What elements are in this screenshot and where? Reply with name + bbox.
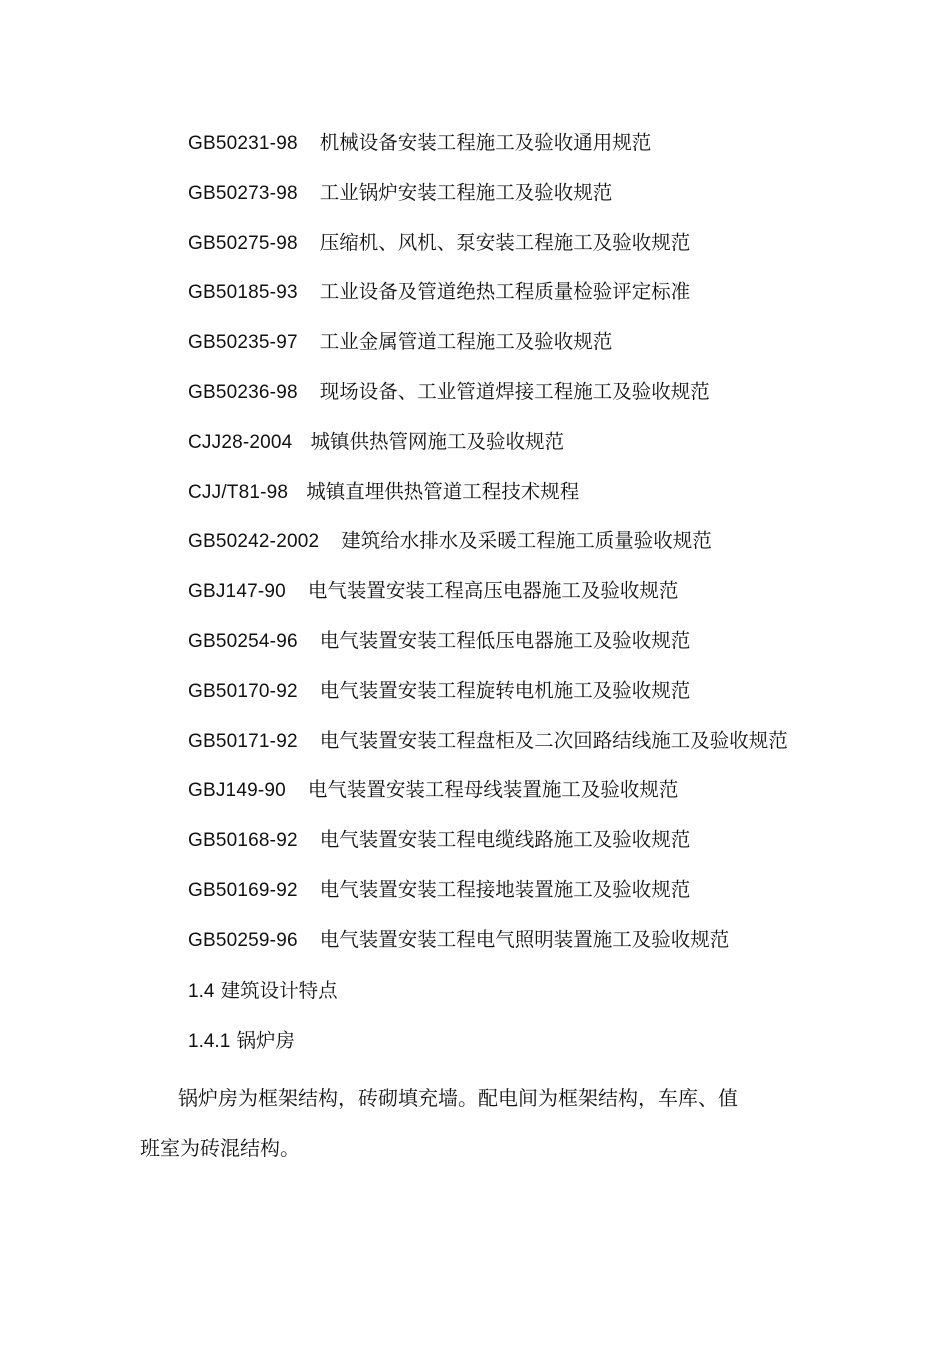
- standard-item: [188, 425, 788, 475]
- standard-item: [188, 226, 788, 276]
- standard-name: 电气装置安装工程电气照明装置施工及验收规范: [319, 927, 730, 951]
- standard-item: [188, 724, 788, 774]
- standard-code: CJJ/T81-98: [188, 481, 289, 503]
- standard-code: GB50254-96: [188, 630, 298, 652]
- standard-code: GBJ147-90: [188, 581, 286, 603]
- standard-name: 电气装置安装工程盘柜及二次回路结线施工及验收规范: [319, 728, 788, 752]
- standard-name: 压缩机、风机、泵安装工程施工及验收规范: [319, 230, 691, 254]
- standard-item: [188, 176, 788, 226]
- standard-name: 城镇供热管网施工及验收规范: [310, 429, 564, 453]
- standard-code: GB50273-98: [188, 182, 298, 204]
- standard-item: [188, 375, 788, 425]
- subsection-title: 锅炉房: [236, 1029, 295, 1052]
- standard-code: GB50168-92: [188, 830, 298, 852]
- standard-code: GB50236-98: [188, 381, 298, 403]
- standard-code: CJJ28-2004: [188, 431, 293, 453]
- section-number: 1.4: [188, 981, 215, 1002]
- body-paragraph: [140, 1073, 820, 1173]
- standard-name: 城镇直埋供热管道工程技术规程: [306, 479, 580, 503]
- standard-name: 电气装置安装工程接地装置施工及验收规范: [319, 877, 691, 901]
- standard-item: [188, 923, 788, 973]
- standard-code: GB50259-96: [188, 929, 298, 951]
- standard-code: GB50170-92: [188, 680, 298, 702]
- standard-name: 电气装置安装工程高压电器施工及验收规范: [307, 579, 679, 603]
- subsection-heading: [188, 1025, 295, 1058]
- standard-code: GBJ149-90: [188, 780, 286, 802]
- standard-name: 工业金属管道工程施工及验收规范: [319, 330, 613, 354]
- standard-name: 电气装置安装工程电缆线路施工及验收规范: [319, 828, 691, 852]
- standard-code: GB50235-97: [188, 332, 298, 354]
- standard-name: 现场设备、工业管道焊接工程施工及验收规范: [319, 379, 710, 403]
- section-title: 建筑设计特点: [220, 979, 338, 1002]
- paragraph-line: 锅炉房为框架结构，砖砌填充墙。配电间为框架结构，车库、值: [178, 1086, 738, 1110]
- standard-name: 建筑给水排水及采暖工程施工质量验收规范: [341, 529, 712, 553]
- standard-name: 电气装置安装工程母线装置施工及验收规范: [307, 778, 679, 802]
- standard-item: [188, 325, 788, 375]
- paragraph-line: 班室为砖混结构。: [140, 1136, 300, 1160]
- standard-item: [188, 275, 788, 325]
- standard-code: GB50275-98: [188, 232, 298, 254]
- standard-code: GB50171-92: [188, 730, 298, 752]
- standard-item: [188, 674, 788, 724]
- standard-name: 电气装置安装工程旋转电机施工及验收规范: [319, 678, 691, 702]
- standard-item: [188, 873, 788, 923]
- standard-name: 电气装置安装工程低压电器施工及验收规范: [319, 628, 691, 652]
- standard-item: [188, 773, 788, 823]
- standard-name: 工业设备及管道绝热工程质量检验评定标准: [319, 280, 691, 304]
- standards-list: [188, 126, 788, 973]
- standard-code: GB50231-98: [188, 133, 298, 154]
- standard-item: [188, 574, 788, 624]
- standard-item: [188, 475, 788, 525]
- standard-item: [188, 624, 788, 674]
- standard-item: [188, 524, 788, 574]
- standard-name: 工业锅炉安装工程施工及验收规范: [319, 180, 613, 204]
- section-heading: [188, 975, 338, 1008]
- standard-item: [188, 126, 788, 176]
- standard-code: GB50169-92: [188, 879, 298, 901]
- standard-name: 机械设备安装工程施工及验收通用规范: [319, 131, 652, 154]
- standard-code: GB50242-2002: [188, 531, 320, 553]
- standard-code: GB50185-93: [188, 282, 298, 304]
- subsection-number: 1.4.1: [188, 1031, 231, 1052]
- standard-item: [188, 823, 788, 873]
